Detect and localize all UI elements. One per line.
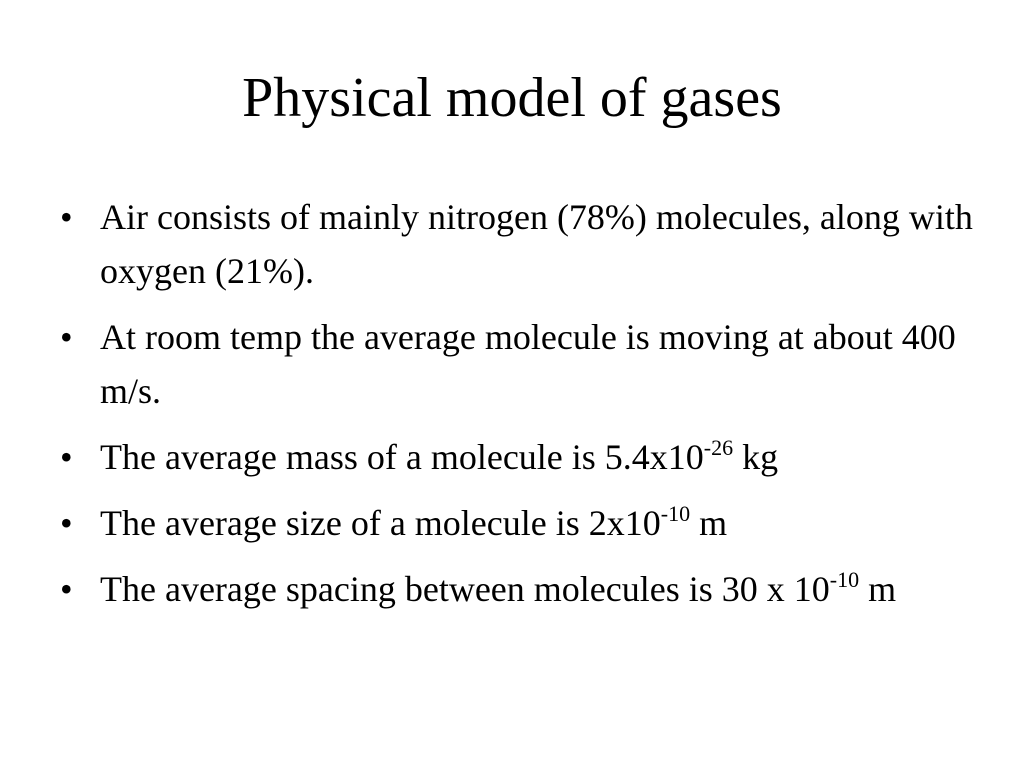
bullet-list (56, 190, 976, 628)
bullet-item-size (56, 496, 976, 550)
bullet-item-mass (56, 430, 976, 484)
exponent: -26 (703, 435, 734, 460)
exponent: -10 (829, 567, 860, 592)
bullet-item-nitrogen (56, 190, 976, 298)
bullet-icon: • (60, 569, 73, 609)
bullet-text: Air consists of mainly nitrogen (78%) molecules, along with oxygen (21%). (100, 197, 973, 291)
bullet-icon: • (60, 317, 73, 357)
unit-text: m (690, 503, 728, 543)
exponent: -10 (660, 501, 691, 526)
unit-text: kg (733, 437, 779, 477)
bullet-item-spacing (56, 562, 976, 616)
unit-text: m (859, 569, 897, 609)
bullet-text: The average mass of a molecule is 5.4x10 (100, 437, 704, 477)
bullet-text: The average spacing between molecules is 30 x 10 (100, 569, 830, 609)
bullet-icon: • (60, 503, 73, 543)
bullet-text: The average size of a molecule is 2x10 (100, 503, 661, 543)
slide-title: Physical model of gases (242, 67, 782, 129)
bullet-icon: • (60, 197, 73, 237)
bullet-item-speed (56, 310, 976, 418)
bullet-text: At room temp the average molecule is moving at about 400 m/s. (100, 317, 956, 411)
bullet-icon: • (60, 437, 73, 477)
